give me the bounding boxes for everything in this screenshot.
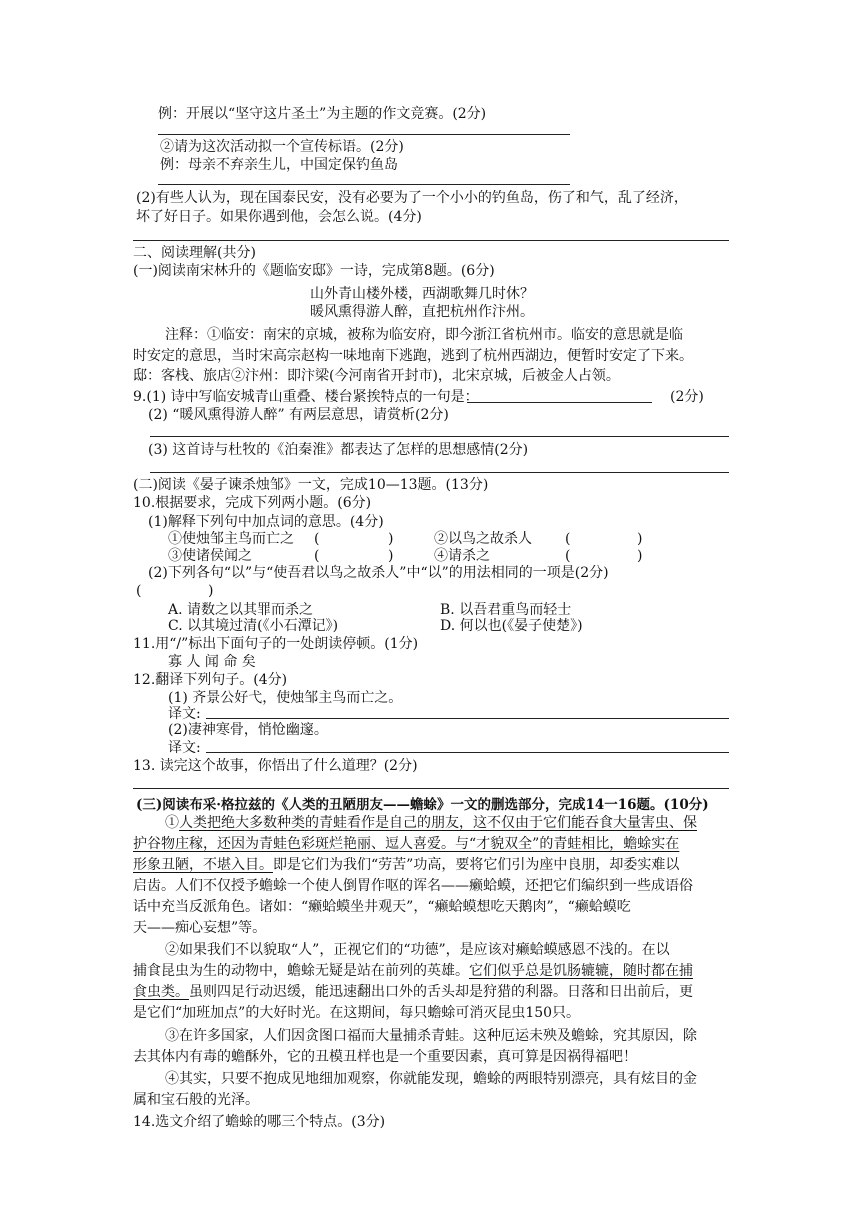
underlined-text: 形象丑陋，不堪入目。 <box>133 857 273 873</box>
poem-intro: (一)阅读南宋林升的《题临安邸》一诗，完成第8题。(6分) <box>133 263 495 279</box>
underlined-text: 护谷物庄稼，还因为青蛙色彩斑烂艳丽、逗人喜爱。与“才貌双全”的青蛙相比，蟾蜍实在 <box>133 836 680 852</box>
answer-line <box>467 402 652 403</box>
body-text: ②如果我们不以貌取“人”，正视它们的“功德”，是应该对癞蛤蟆感恩不浅的。在以 <box>165 942 670 958</box>
paren-right: ) <box>637 548 643 564</box>
question-3-line-2: 坏了好日子。如果你遇到他，会怎么说。(4分) <box>136 209 422 225</box>
question-11-sentence: 寡 人 闻 命 矣 <box>168 654 256 670</box>
paren-left: ( <box>136 583 142 599</box>
paren-right: ) <box>637 531 643 547</box>
answer-line <box>158 184 570 185</box>
option-b: B. 以吾君重鸟而轻士 <box>440 602 572 618</box>
answer-line <box>206 718 729 719</box>
option-a: A. 请数之以其罪而杀之 <box>168 602 314 618</box>
item-1: ①使烛邹主鸟而亡之 <box>168 531 294 547</box>
section-title: 二、阅读理解(共分) <box>133 245 256 261</box>
section-intro: (三)阅读布采·格拉兹的《人类的丑陋朋友——蟾蜍》一文的删选部分，完成14一16题。(10分) <box>136 797 709 813</box>
example-2: 例：母亲不弃亲生儿，中国定保钓鱼岛 <box>160 157 398 173</box>
answer-line <box>206 752 729 753</box>
underlined-text: 它们似乎总是饥肠辘辘，随时都在捕 <box>469 963 693 979</box>
option-d: D. 何以也(《晏子使楚》) <box>440 618 583 634</box>
note-line-2: 时安定的意思，当时宋高宗赵构一味地南下逃跑，逃到了杭州西湖边，便暂时安定了下来。 <box>133 348 693 364</box>
body-text: 虽则四足行动迟缓，能迅速翻出口外的舌头却是狩猎的利器。日落和日出前后，更 <box>189 984 693 1000</box>
body-text: 启齿。人们不仅授予蟾蜍一个使人倒胃作呕的诨名——癞蛤蟆，还把它们编织到一些成语俗 <box>133 878 693 894</box>
paren-left: ( <box>314 548 320 564</box>
body-text: ③在许多国家，人们因贪图口福而大量捕杀青蛙。这种厄运未殃及蟾蜍，究其原因，除 <box>165 1028 697 1044</box>
item-2: ②以鸟之故杀人 <box>434 531 532 547</box>
question-9-1-score: (2分) <box>670 389 704 405</box>
question-10: 10.根据要求，完成下列两小题。(6分) <box>133 495 372 511</box>
paragraph-number: ① <box>165 815 179 831</box>
answer-line <box>150 436 729 437</box>
translation-label: 译文: <box>168 706 201 722</box>
question-11: 11.用“/”标出下面句子的一处朗读停顿。(1分) <box>133 636 419 652</box>
paren-left: ( <box>314 531 320 547</box>
paren-right: ) <box>388 531 394 547</box>
body-text: ④其实，只要不抱成见地细加观察，你就能发现，蟾蜍的两眼特别漂亮，具有炫目的金 <box>165 1071 697 1087</box>
question-12: 12.翻译下列句子。(4分) <box>133 672 288 688</box>
question-12-1: (1) 齐景公好弋，使烛邹主鸟而亡之。 <box>168 690 403 706</box>
item-3: ③使诸侯闻之 <box>168 548 252 564</box>
question-9-3: (3) 这首诗与杜牧的《泊秦淮》都表达了怎样的思想感情(2分) <box>148 442 529 458</box>
question-3-line-1: (2)有些人认为，现在国泰民安，没有必要为了一个小小的钓鱼岛，伤了和气，乱了经济， <box>136 190 688 206</box>
poem-line-1: 山外青山楼外楼，西湖歌舞几时休？ <box>310 286 534 302</box>
body-text: 话中充当反派角色。诸如：“癞蛤蟆坐井观天”，“癞蛤蟆想吃天鹅肉”，“癞蛤蟆吃 <box>133 899 631 915</box>
body-text: 是它们“加班加点”的大好时光。在这期间，每只蟾蜍可消灭昆虫150只。 <box>133 1005 581 1021</box>
question-13: 13. 读完这个故事，你悟出了什么道理？(2分) <box>133 758 418 774</box>
body-text: 捕食昆虫为生的动物中，蟾蜍无疑是站在前列的英雄。 <box>133 963 469 979</box>
question-14: 14.选文介绍了蟾蜍的哪三个特点。(3分) <box>133 1114 386 1130</box>
poem-line-2: 暖风熏得游人醉，直把杭州作汴州。 <box>310 304 534 320</box>
underlined-text: 食虫类。 <box>133 984 189 1000</box>
translation-label: 译文: <box>168 740 201 756</box>
body-text: 去其体内有毒的蟾酥外，它的丑模丑样也是一个重要因素，真可算是因祸得福吧！ <box>133 1049 637 1065</box>
example-1: 例：开展以“坚守这片圣土”为主题的作文竞赛。(2分) <box>158 106 487 122</box>
body-text: 即是它们为我们“劳苦”功高，要将它们引为座中良朋，却委实难以 <box>273 857 680 873</box>
answer-line <box>158 134 570 135</box>
note-line-1: 注释：①临安：南宋的京城，被称为临安府，即今浙江省杭州市。临安的意思就是临 <box>165 327 683 343</box>
question-12-2: (2)凄神寒骨，悄怆幽邃。 <box>168 722 328 738</box>
answer-line <box>150 472 729 473</box>
question-10-1: (1)解释下列句中加点词的意思。(4分) <box>148 514 384 530</box>
question-2: ②请为这次活动拟一个宣传标语。(2分) <box>160 139 404 155</box>
paren-right: ) <box>388 548 394 564</box>
section-intro: (二)阅读《晏子谏杀烛邹》一文，完成10—13题。(13分) <box>133 477 489 493</box>
paren-left: ( <box>565 548 571 564</box>
paren-left: ( <box>565 531 571 547</box>
answer-line <box>133 240 729 241</box>
body-text: 天——痴心妄想”等。 <box>133 920 267 936</box>
note-line-3: 邸：客栈、旅店②汴州：即汴梁(今河南省开封市)，北宋京城，后被金人占领。 <box>133 368 620 384</box>
paren-right: ) <box>208 583 214 599</box>
question-10-2: (2)下列各句“以”与“使吾君以鸟之故杀人”中“以”的用法相同的一项是(2分) <box>148 565 609 581</box>
option-c: C. 以其境过清(《小石潭记》) <box>168 618 339 634</box>
question-9-2: (2) “暖风熏得游人醉” 有两层意思，请赏析(2分) <box>148 407 449 423</box>
body-text: 属和宝石般的光泽。 <box>133 1092 259 1108</box>
question-9-1: 9.(1) 诗中写临安城青山重叠、楼台紧挨特点的一句是： <box>133 389 479 405</box>
answer-line <box>133 788 729 789</box>
item-4: ④请杀之 <box>434 548 490 564</box>
underlined-text: 人类把绝大多数种类的青蛙看作是自己的朋友，这不仅由于它们能吞食大量害虫、保 <box>179 815 697 831</box>
